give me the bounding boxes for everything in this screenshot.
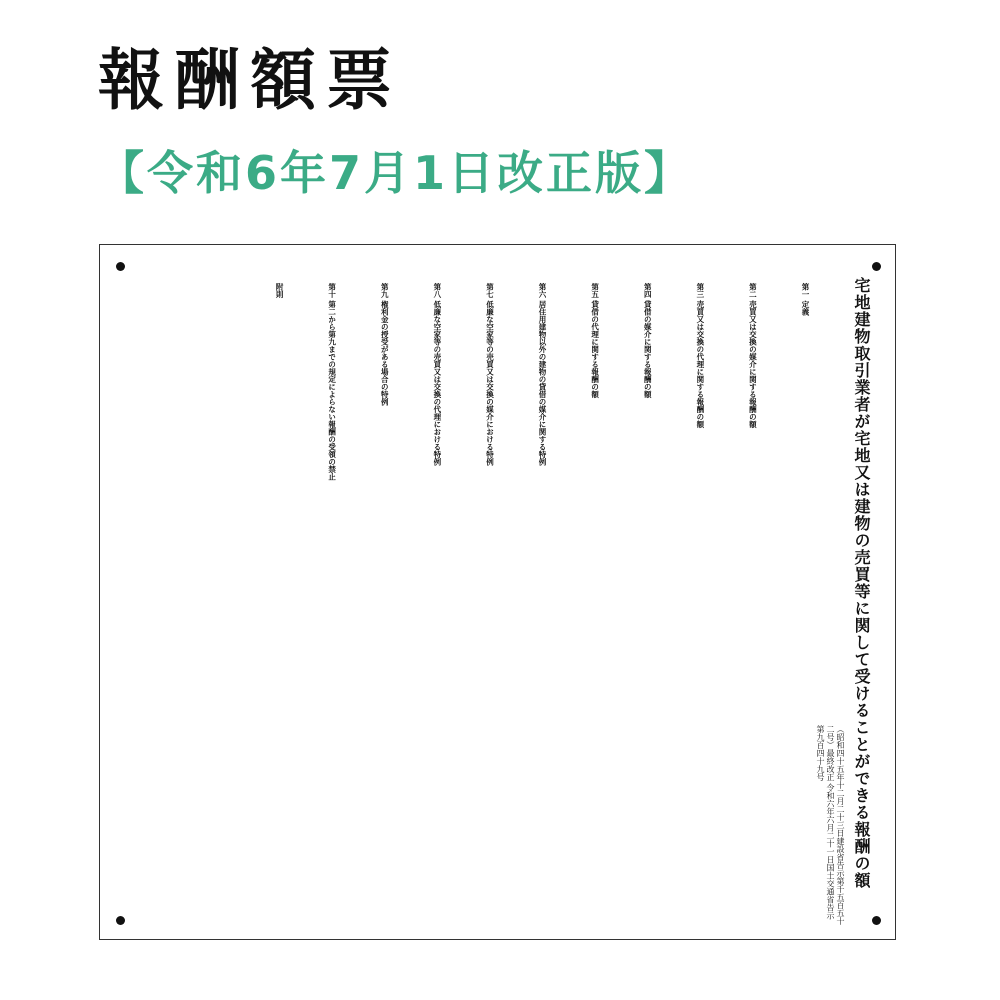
document-notice: （昭和四十五年十二月二十三日建設省告示第千五百五十二号）最終改正 令和六年六月二十一日国土交通省告示第九百四十九号 (816, 725, 845, 925)
document-title: 宅地建物取引業者が宅地又は建物の売買等に関して受けることができる報酬の額 (852, 277, 871, 889)
fee-notice-plate (99, 244, 896, 940)
article-heading: 第七 低廉な空家等の売買又は交換の媒介における特例 (485, 283, 495, 466)
article-heading: 第一 定義 (801, 283, 810, 316)
article-heading: 第九 権利金の授受がある場合の特例 (380, 283, 390, 406)
screw-icon (116, 262, 125, 271)
screw-icon (872, 262, 881, 271)
article-heading: 第三 売買又は交換の代理に関する報酬の額 (695, 283, 705, 429)
article-heading: 第八 低廉な空家等の売買又は交換の代理における特例 (432, 283, 442, 466)
article-heading: 第二 売買又は交換の媒介に関する報酬の額 (748, 283, 758, 429)
screw-icon (872, 916, 881, 925)
page-subtitle: 【令和6年7月1日改正版】 (98, 146, 694, 200)
screw-icon (116, 916, 125, 925)
page-title: 報酬額票 (98, 42, 402, 119)
document-body (119, 283, 809, 903)
article-heading: 第六 居住用建物以外の建物の貸借の媒介に関する特例 (538, 283, 548, 466)
article-heading: 第四 貸借の媒介に関する報酬の額 (643, 283, 653, 399)
article-heading: 第五 貸借の代理に関する報酬の額 (590, 283, 600, 399)
article-heading: 附則 (275, 283, 285, 298)
article-heading: 第十 第二から第九までの規定によらない報酬の受領の禁止 (327, 283, 337, 481)
